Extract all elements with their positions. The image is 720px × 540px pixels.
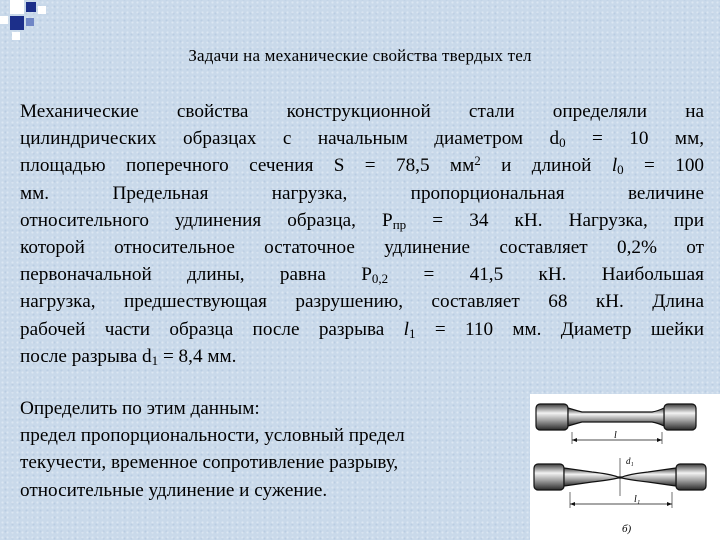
task-line: текучести, временное сопротивление разрыву, <box>20 452 399 474</box>
deco-square <box>10 16 24 30</box>
figure-caption: б) <box>622 523 632 535</box>
paragraph-line: относительного удлинения образца, $P_{пр} = 34$ кН. Нагрузка, при <box>20 209 704 232</box>
label-l: l <box>614 430 617 441</box>
paragraph-line: после разрыва $d_1 = 8,4$ мм. <box>20 345 237 368</box>
paragraph-line: рабочей части образца после разрыва $l_1 = 110$ мм. Диаметр шейки <box>20 318 704 341</box>
paragraph-line: которой относительное остаточное удлинение составляет 0,2% от <box>20 237 704 259</box>
deco-square <box>38 6 46 14</box>
task-line: Определить по этим данным: <box>20 398 260 419</box>
paragraph-line: цилиндрических образцах с начальным диаметром $d_0 = 10$ мм, <box>20 128 705 151</box>
deco-square <box>0 16 8 24</box>
deco-square <box>26 18 34 26</box>
task-list <box>20 395 520 504</box>
specimen-drawing <box>530 394 720 540</box>
task-line: предел пропорциональности, условный предел <box>20 425 405 447</box>
problem-statement <box>20 98 704 370</box>
page-title: Задачи на механические свойства твердых тел <box>188 46 532 65</box>
gauge-length-dimension <box>572 432 662 444</box>
label-d1: d₁ <box>626 456 634 466</box>
paragraph-line: нагрузка, предшествующая разрушению, составляет 68 кН. Длина <box>20 291 704 313</box>
specimen-figure <box>530 394 720 540</box>
final-length-dimension <box>570 492 672 508</box>
paragraph-line: Механические свойства конструкционной стали определяли на <box>20 101 704 122</box>
paragraph-line: площадью поперечного сечения S = 78,5 $мм^2$ и длиной $l_0 = 100$ <box>20 153 705 178</box>
deco-square <box>12 32 20 40</box>
specimen-before-icon <box>536 404 696 430</box>
deco-square <box>26 2 36 12</box>
label-l1: l₁ <box>634 494 641 505</box>
task-line: относительные удлинение и сужение. <box>20 479 328 501</box>
deco-square <box>10 0 24 14</box>
corner-decoration <box>0 0 60 50</box>
paragraph-line: мм. Предельная нагрузка, пропорциональная величине <box>20 182 704 204</box>
paragraph-line: первоначальной длины, равна $P_{0,2} = 41,5$ кН. Наибольшая <box>20 264 704 287</box>
